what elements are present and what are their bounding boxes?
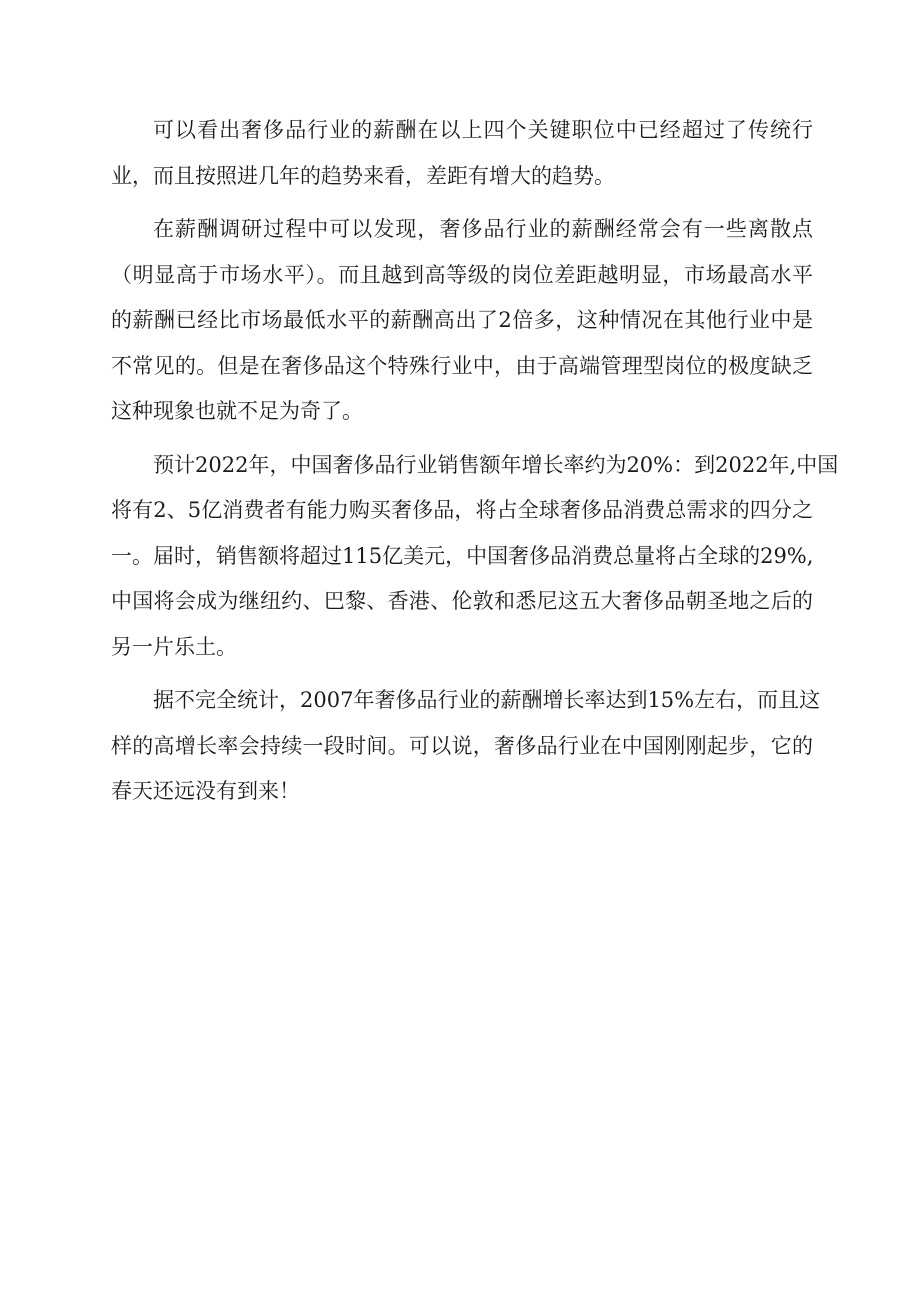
paragraph-line: 不常见的。但是在奢侈品这个特殊行业中，由于高端管理型岗位的极度缺乏 [111,353,813,378]
paragraph-line: 这种现象也就不足为奇了。 [111,399,363,423]
paragraph-4 [111,678,821,815]
paragraph-line: 将有2、5亿消费者有能力购买奢侈品，将占全球奢侈品消费总需求的四分之 [111,498,813,522]
paragraph-line: 预计2022年，中国奢侈品行业销售额年增长率约为20%：到2022年,中国 [153,452,839,477]
paragraph-2 [111,207,813,435]
paragraph-line: 一。届时，销售额将超过115亿美元，中国奢侈品消费总量将占全球的29%, [111,543,814,568]
paragraph-line: 的薪酬已经比市场最低水平的薪酬高出了2倍多，这种情况在其他行业中是 [111,308,813,332]
paragraph-line: 业，而且按照进几年的趋势来看，差距有增大的趋势。 [111,163,615,188]
paragraph-line: 可以看出奢侈品行业的薪酬在以上四个关键职位中已经超过了传统行 [153,118,813,142]
paragraph-line: 据不完全统计，2007年奢侈品行业的薪酬增长率达到15%左右，而且这 [153,688,821,712]
paragraph-line: 在薪酬调研过程中可以发现，奢侈品行业的薪酬经常会有一些离散点 [153,217,813,241]
paragraph-1 [111,108,813,199]
paragraph-3 [111,443,839,671]
paragraph-line: 样的高增长率会持续一段时间。可以说，奢侈品行业在中国刚刚起步，它的 [111,733,813,758]
paragraph-line: （明显高于市场水平）。而且越到高等级的岗位差距越明显，市场最高水平 [111,262,813,287]
paragraph-line: 另一片乐土。 [111,634,237,659]
document-body [111,108,839,823]
paragraph-line: 中国将会成为继纽约、巴黎、香港、伦敦和悉尼这五大奢侈品朝圣地之后的 [111,589,813,613]
paragraph-line: 春天还远没有到来！ [111,779,300,803]
